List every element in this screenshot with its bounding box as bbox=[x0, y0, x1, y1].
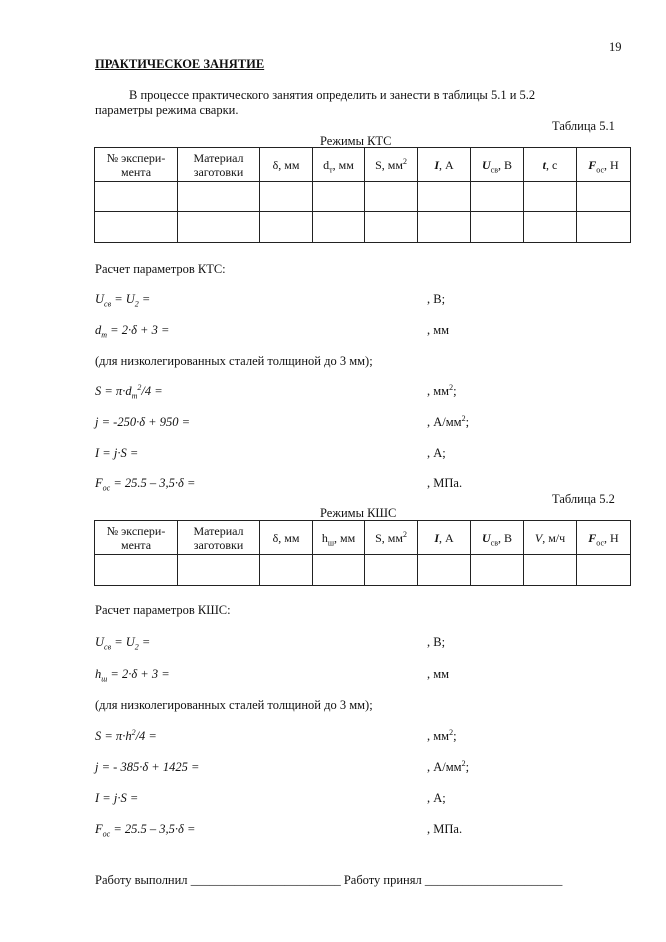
table1-row bbox=[95, 182, 631, 212]
done-by-blank[interactable]: ________________________ bbox=[190, 873, 341, 887]
header-s: S, $мм^2$ bbox=[365, 521, 418, 555]
header-u: $U_{св}$, В bbox=[471, 521, 524, 555]
table-cell[interactable] bbox=[95, 212, 178, 243]
table-cell[interactable] bbox=[95, 182, 178, 212]
table-cell[interactable] bbox=[260, 212, 313, 243]
accepted-by-label: Работу принял bbox=[343, 873, 422, 887]
table1-number: Таблица 5.1 bbox=[552, 119, 615, 133]
page-number: 19 bbox=[609, 40, 622, 54]
calc2-unit-f: , МПа. bbox=[427, 822, 463, 836]
table-cell[interactable] bbox=[577, 182, 631, 212]
table-cell[interactable] bbox=[260, 182, 313, 212]
table2-row bbox=[95, 555, 631, 586]
table-cell[interactable] bbox=[260, 555, 313, 586]
calc1-formula-f: $F_{ос} = 25.5 - 3,5\cdot\delta$ = bbox=[95, 476, 196, 493]
calc1-formula-usv: $U_{св} = U_2$ = bbox=[95, 292, 151, 309]
table-cell[interactable] bbox=[178, 212, 260, 243]
table-cell[interactable] bbox=[178, 555, 260, 586]
table-cell[interactable] bbox=[524, 555, 577, 586]
table-cell[interactable] bbox=[365, 555, 418, 586]
header-t: t, с bbox=[524, 148, 577, 182]
calc1-note: (для низколегированных сталей толщиной до 3 мм); bbox=[95, 354, 373, 368]
header-i: I, А bbox=[418, 521, 471, 555]
calc1-unit-usv: , В; bbox=[427, 292, 446, 306]
calc1-unit-i: , А; bbox=[427, 446, 446, 460]
table-kts bbox=[94, 147, 631, 243]
header-experiment: № экспери- мента bbox=[95, 521, 178, 555]
calc1-formula-s: $S = \pi\cdot d_т^2/4$ = bbox=[95, 382, 163, 401]
calc2-unit-s: , $мм^2$; bbox=[427, 727, 457, 743]
done-by-label: Работу выполнил bbox=[95, 873, 188, 887]
table2-header-row bbox=[95, 521, 631, 555]
table-cell[interactable] bbox=[365, 212, 418, 243]
table-cell[interactable] bbox=[365, 182, 418, 212]
calc2-formula-usv: $U_{св} = U_2$ = bbox=[95, 635, 151, 652]
table2-number: Таблица 5.2 bbox=[552, 492, 615, 506]
header-experiment: № экспери- мента bbox=[95, 148, 178, 182]
header-s: S, $мм^2$ bbox=[365, 148, 418, 182]
calc2-formula-i: I = j·S = bbox=[95, 791, 139, 805]
calc1-formula-d: $d_т = 2\cdot\delta + 3$ = bbox=[95, 323, 170, 340]
table-cell[interactable] bbox=[313, 555, 365, 586]
calc2-formula-s: $S = \pi\cdot h^2/4$ = bbox=[95, 727, 157, 743]
table1-row bbox=[95, 212, 631, 243]
table-cell[interactable] bbox=[577, 212, 631, 243]
table-kshs bbox=[94, 520, 631, 586]
page-heading: ПРАКТИЧЕСКОЕ ЗАНЯТИЕ bbox=[95, 57, 265, 71]
table-cell[interactable] bbox=[471, 555, 524, 586]
header-delta: δ, мм bbox=[260, 148, 313, 182]
header-v: V, м/ч bbox=[524, 521, 577, 555]
calc2-formula-h: $h_ш = 2\cdot\delta + 3$ = bbox=[95, 667, 170, 684]
header-material: Материал заготовки bbox=[178, 148, 260, 182]
calc2-unit-i: , А; bbox=[427, 791, 446, 805]
table1-caption: Режимы КТС bbox=[320, 134, 392, 148]
table2-caption: Режимы КШС bbox=[320, 506, 397, 520]
table-cell[interactable] bbox=[178, 182, 260, 212]
table-cell[interactable] bbox=[471, 182, 524, 212]
header-f: $F_{ос}$, Н bbox=[577, 521, 631, 555]
header-delta: δ, мм bbox=[260, 521, 313, 555]
header-i: I, А bbox=[418, 148, 471, 182]
table-cell[interactable] bbox=[524, 212, 577, 243]
table1-header-row bbox=[95, 148, 631, 182]
calc1-unit-j: , $А/мм^2$; bbox=[427, 413, 470, 429]
table-cell[interactable] bbox=[418, 212, 471, 243]
calc2-formula-f: $F_{ос} = 25.5 - 3,5\cdot\delta$ = bbox=[95, 822, 196, 839]
calc2-unit-usv: , В; bbox=[427, 635, 446, 649]
calc2-note: (для низколегированных сталей толщиной до 3 мм); bbox=[95, 698, 373, 712]
calc1-formula-j: j = -250·δ + 950 = bbox=[95, 415, 191, 429]
table-cell[interactable] bbox=[418, 182, 471, 212]
calc1-unit-f: , МПа. bbox=[427, 476, 463, 490]
intro-line-2: параметры режима сварки. bbox=[95, 103, 239, 117]
header-h: $h_ш$, мм bbox=[313, 521, 365, 555]
table-cell[interactable] bbox=[577, 555, 631, 586]
header-u: $U_{св}$, В bbox=[471, 148, 524, 182]
table-cell[interactable] bbox=[313, 182, 365, 212]
table-cell[interactable] bbox=[95, 555, 178, 586]
calc1-unit-d: , мм bbox=[427, 323, 450, 337]
calc1-unit-s: , $мм^2$; bbox=[427, 382, 457, 398]
table-cell[interactable] bbox=[418, 555, 471, 586]
calc2-unit-h: , мм bbox=[427, 667, 450, 681]
calc1-formula-i: I = j·S = bbox=[95, 446, 139, 460]
header-material: Материал заготовки bbox=[178, 521, 260, 555]
calc2-formula-j: j = - 385·δ + 1425 = bbox=[95, 760, 200, 774]
table-cell[interactable] bbox=[471, 212, 524, 243]
table-cell[interactable] bbox=[313, 212, 365, 243]
calc1-title: Расчет параметров КТС: bbox=[95, 262, 226, 276]
calc2-unit-j: , $А/мм^2$; bbox=[427, 758, 470, 774]
signature-line bbox=[95, 873, 562, 888]
calc2-title: Расчет параметров КШС: bbox=[95, 603, 231, 617]
header-f: $F_{ос}$, Н bbox=[577, 148, 631, 182]
table-cell[interactable] bbox=[524, 182, 577, 212]
accepted-by-blank[interactable]: ______________________ bbox=[424, 873, 563, 887]
intro-line-1: В процессе практического занятия определить и занести в таблицы 5.1 и 5.2 bbox=[129, 88, 536, 102]
header-d: $d_т$, мм bbox=[313, 148, 365, 182]
